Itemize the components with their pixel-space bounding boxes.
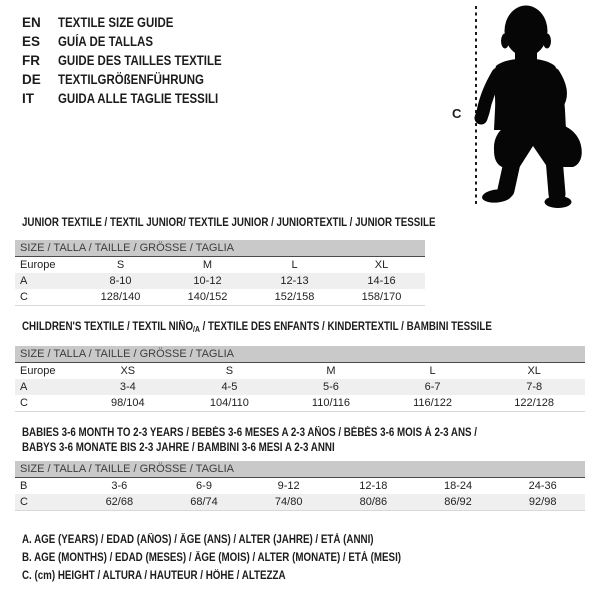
- lang-row-fr: [22, 51, 251, 70]
- row-label: C: [20, 496, 28, 508]
- cell: 110/116: [311, 397, 351, 409]
- note-b-text: B. AGE (MONTHS) / EDAD (MESES) / ÂGE (MOIS) / ALTER (MONATE) / ETÀ (MESI): [22, 552, 402, 564]
- junior-title-text: JUNIOR TEXTILE / TEXTIL JUNIOR/ TEXTILE JUNIOR / JUNIORTEXTIL / JUNIOR TESSILE: [22, 217, 436, 229]
- lang-label: GUIDA ALLE TAGLIE TESSILI: [58, 91, 219, 106]
- cell: 68/74: [190, 496, 218, 508]
- cell: 3-4: [119, 381, 136, 393]
- title-part1: CHILDREN'S TEXTILE / TEXTIL NIÑO: [22, 321, 194, 333]
- lang-code: IT: [22, 91, 34, 106]
- cell: L: [291, 259, 298, 271]
- table-row: [15, 257, 425, 273]
- babies-title-line1: BABIES 3-6 MONTH TO 2-3 YEARS / BEBÉS 3-6 MESES A 2-3 AÑOS / BÉBÉS 3-6 MOIS À 2-3 ANS /: [22, 427, 478, 439]
- cell: 4-5: [221, 381, 238, 393]
- lang-code: FR: [22, 53, 40, 68]
- cell: 12-18: [359, 480, 388, 492]
- lang-code: DE: [22, 72, 41, 87]
- cell: 3-6: [111, 480, 128, 492]
- lang-code: ES: [22, 34, 41, 49]
- junior-size-table: [15, 240, 425, 306]
- row-label: Europe: [20, 259, 56, 271]
- size-header-bar: SIZE / TALLA / TAILLE / GRÖSSE / TAGLIA: [15, 461, 585, 478]
- lang-label: TEXTILE SIZE GUIDE: [58, 15, 174, 30]
- row-label: A: [20, 381, 28, 393]
- lang-row-es: [22, 32, 251, 51]
- cell: 116/122: [413, 397, 453, 409]
- lang-row-en: [22, 13, 251, 32]
- cell: 98/104: [110, 397, 145, 409]
- cell: S: [116, 259, 125, 271]
- junior-section-title: [22, 216, 508, 231]
- legend-notes: [22, 534, 468, 588]
- lang-row-it: [22, 89, 251, 108]
- size-header-bar: SIZE / TALLA / TAILLE / GRÖSSE / TAGLIA: [15, 240, 425, 257]
- cell: 104/110: [209, 397, 249, 409]
- note-c: [22, 570, 468, 588]
- title-subscript: /A: [193, 325, 200, 334]
- table-row: [15, 478, 585, 494]
- cell: S: [225, 365, 234, 377]
- cell: 152/158: [274, 291, 315, 303]
- cell: 24-36: [528, 480, 557, 492]
- note-a-text: A. AGE (YEARS) / EDAD (AÑOS) / ÂGE (ANS) / ALTER (JAHRE) / ETÀ (ANNI): [22, 534, 374, 546]
- lang-label: GUÍA DE TALLAS: [58, 34, 153, 49]
- size-header-bar: SIZE / TALLA / TAILLE / GRÖSSE / TAGLIA: [15, 346, 585, 363]
- table-row: [15, 363, 585, 379]
- row-label: C: [20, 397, 28, 409]
- table-row: [15, 289, 425, 305]
- table-row: [15, 273, 425, 289]
- cell: 8-10: [109, 275, 132, 287]
- row-label: B: [20, 480, 28, 492]
- cell: 92/98: [528, 496, 557, 508]
- language-legend: [22, 13, 251, 108]
- height-measure-label: C: [452, 106, 462, 121]
- children-size-table: [15, 346, 585, 412]
- cell: 18-24: [443, 480, 473, 492]
- cell: 62/68: [105, 496, 134, 508]
- cell: 140/152: [187, 291, 228, 303]
- cell: 10-12: [193, 275, 222, 287]
- table-row: [15, 395, 585, 411]
- lang-code: EN: [22, 15, 41, 30]
- cell: L: [429, 365, 436, 377]
- cell: 74/80: [274, 496, 303, 508]
- table-row: [15, 379, 585, 395]
- row-label: C: [20, 291, 28, 303]
- cell: XL: [374, 259, 389, 271]
- cell: 7-8: [526, 381, 543, 393]
- cell: 158/170: [361, 291, 402, 303]
- lang-label: TEXTILGRÖßENFÜHRUNG: [58, 72, 204, 87]
- children-section-title: [22, 320, 575, 338]
- note-a: [22, 534, 468, 552]
- title-part2: / TEXTILE DES ENFANTS / KINDERTEXTIL / BAMBINI TESSILE: [199, 321, 492, 333]
- lang-row-de: [22, 70, 251, 89]
- cell: 80/86: [359, 496, 388, 508]
- babies-size-table: [15, 461, 585, 511]
- cell: 5-6: [323, 381, 339, 393]
- row-label: Europe: [20, 365, 56, 377]
- cell: M: [326, 365, 336, 377]
- cell: 122/128: [514, 397, 555, 409]
- children-title-text: [22, 320, 492, 338]
- cell: 6-7: [424, 381, 441, 393]
- note-b: [22, 552, 468, 570]
- babies-title-line2: BABYS 3-6 MONATE BIS 2-3 JAHRE / BAMBINI 3-6 MESI A 2-3 ANNI: [22, 441, 335, 454]
- cell: 9-12: [277, 480, 300, 492]
- note-c-text: C. (cm) HEIGHT / ALTURA / HAUTEUR / HÖHE / ALTEZZA: [22, 570, 286, 582]
- cell: 6-9: [196, 480, 212, 492]
- cell: 128/140: [100, 291, 141, 303]
- cell: 12-13: [280, 275, 309, 287]
- lang-label: GUIDE DES TAILLES TEXTILE: [58, 53, 222, 68]
- babies-section-title: [22, 426, 557, 455]
- baby-silhouette-icon: [462, 0, 597, 215]
- cell: XS: [120, 365, 136, 377]
- table-row: [15, 494, 585, 510]
- cell: 14-16: [367, 275, 396, 287]
- row-label: A: [20, 275, 28, 287]
- cell: M: [202, 259, 213, 271]
- cell: XL: [527, 365, 541, 377]
- cell: 86/92: [444, 496, 472, 508]
